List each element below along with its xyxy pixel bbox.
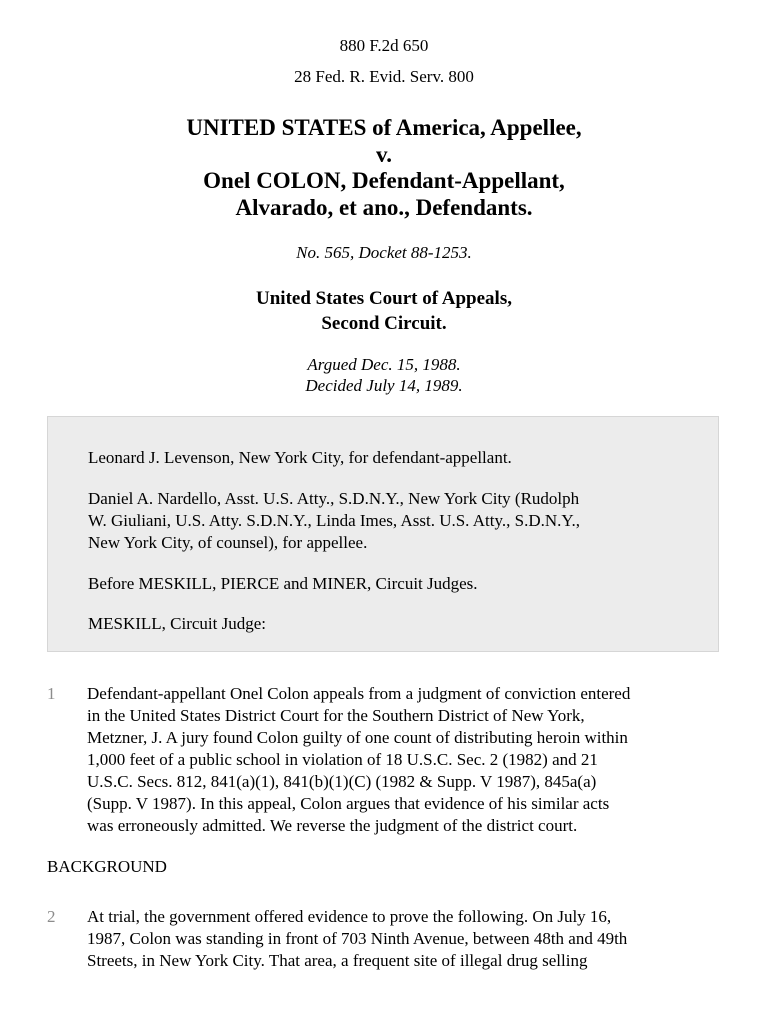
paragraph-line: (Supp. V 1987). In this appeal, Colon argues that evidence of his similar acts (87, 794, 610, 813)
opinion-author: MESKILL, Circuit Judge: (88, 614, 267, 633)
argued-date: Argued Dec. 15, 1988. (307, 355, 461, 374)
section-heading-background: BACKGROUND (47, 857, 167, 876)
paragraph-line: At trial, the government offered evidence to prove the following. On July 16, (87, 907, 612, 926)
paragraph-number: 2 (47, 907, 56, 926)
counsel-appellee-line-1: Daniel A. Nardello, Asst. U.S. Atty., S.D.N.Y., New York City (Rudolph (88, 489, 580, 508)
paragraph-line: 1,000 feet of a public school in violation of 18 U.S.C. Sec. 2 (1982) and 21 (87, 750, 598, 769)
paragraph-line: in the United States District Court for the Southern District of New York, (87, 706, 585, 725)
decided-date: Decided July 14, 1989. (305, 376, 463, 395)
paragraph-line: 1987, Colon was standing in front of 703 Ninth Avenue, between 48th and 49th (87, 929, 628, 948)
caption-appellee: UNITED STATES of America, Appellee, (186, 115, 582, 140)
docket-number: No. 565, Docket 88-1253. (296, 243, 472, 262)
court-circuit: Second Circuit. (321, 313, 447, 334)
court-name: United States Court of Appeals, (256, 288, 512, 309)
counsel-box (47, 416, 719, 652)
paragraph-line: was erroneously admitted. We reverse the judgment of the district court. (87, 816, 578, 835)
counsel-appellant: Leonard J. Levenson, New York City, for defendant-appellant. (88, 448, 512, 467)
reporter-citation: 880 F.2d 650 (339, 36, 429, 55)
panel-judges: Before MESKILL, PIERCE and MINER, Circuit Judges. (88, 574, 478, 593)
counsel-appellee-line-3: New York City, of counsel), for appellee. (88, 533, 368, 552)
caption-appellant: Onel COLON, Defendant-Appellant, (203, 168, 565, 193)
paragraph-line: Streets, in New York City. That area, a frequent site of illegal drug selling (87, 951, 588, 970)
caption-versus: v. (376, 142, 392, 167)
caption-defendants: Alvarado, et ano., Defendants. (235, 195, 533, 220)
paragraph-line: Defendant-appellant Onel Colon appeals from a judgment of conviction entered (87, 684, 631, 703)
paragraph-line: U.S.C. Secs. 812, 841(a)(1), 841(b)(1)(C) (1982 & Supp. V 1987), 845a(a) (87, 772, 597, 791)
paragraph-line: Metzner, J. A jury found Colon guilty of one count of distributing heroin within (87, 728, 628, 747)
counsel-appellee-line-2: W. Giuliani, U.S. Atty. S.D.N.Y., Linda Imes, Asst. U.S. Atty., S.D.N.Y., (88, 511, 580, 530)
paragraph-number: 1 (47, 684, 56, 703)
evidence-service-citation: 28 Fed. R. Evid. Serv. 800 (294, 67, 474, 86)
